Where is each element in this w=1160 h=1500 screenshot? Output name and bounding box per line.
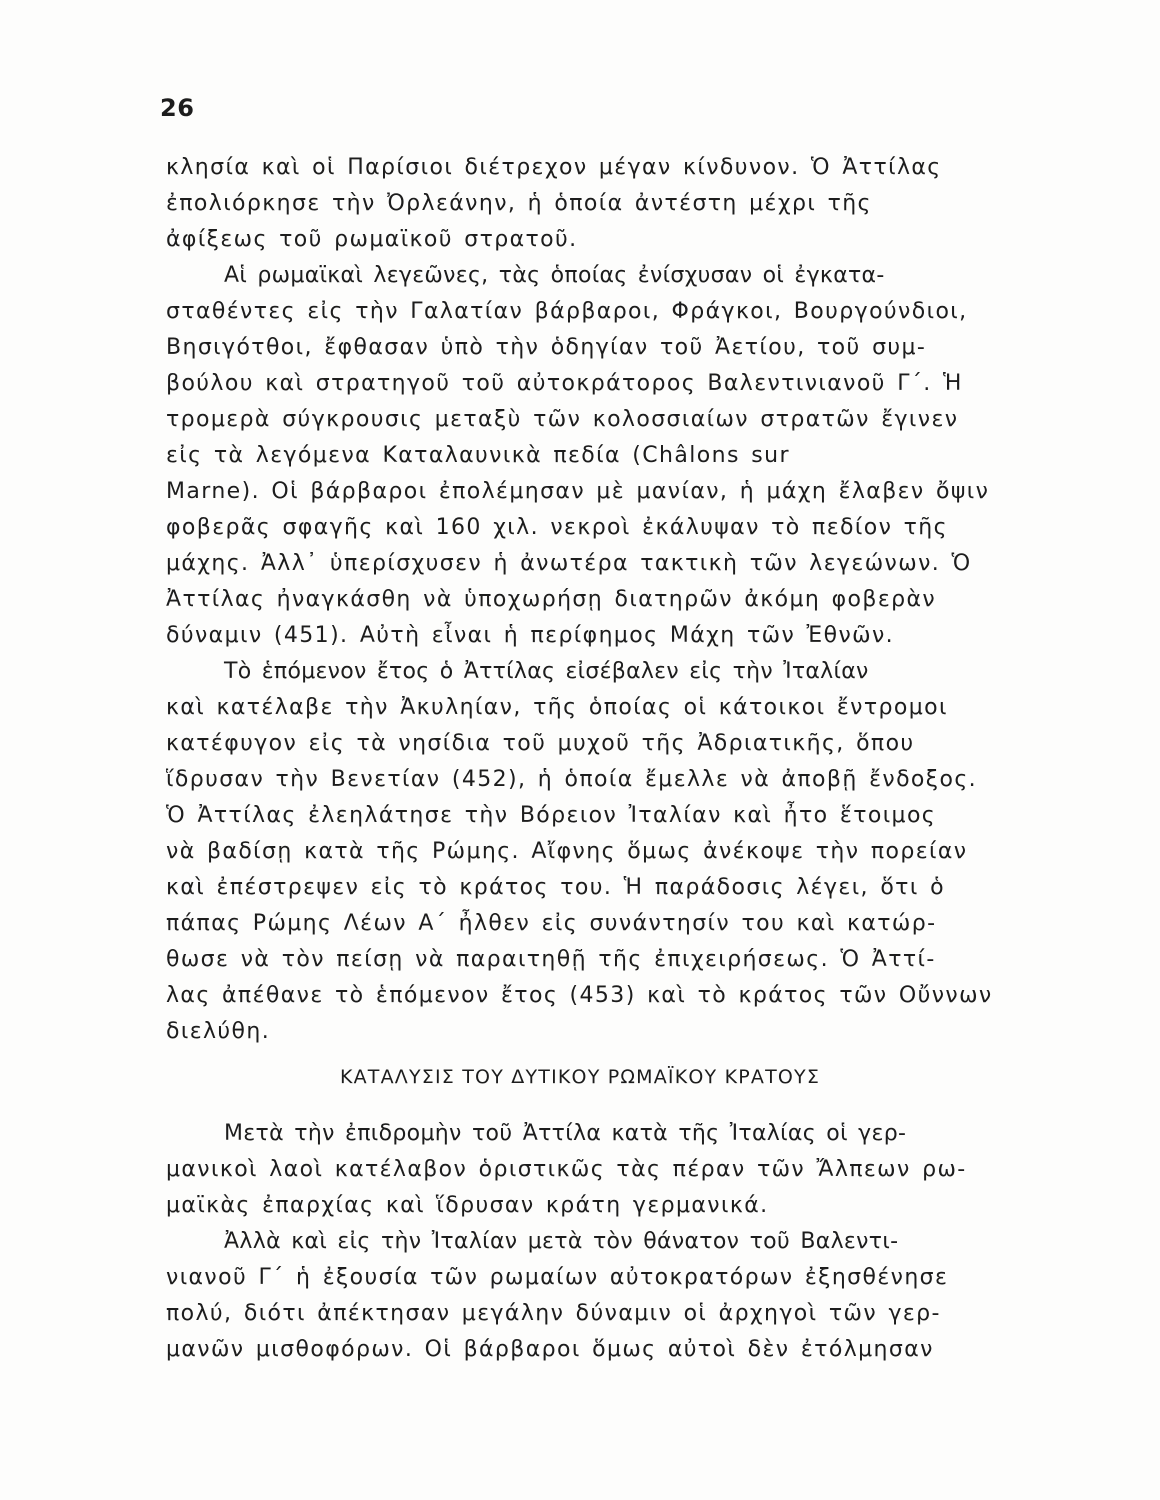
text-line: μανικοὶ λαοὶ κατέλαβον ὁριστικῶς τὰς πέραν τῶν Ἄλπεων ρω- (166, 1157, 967, 1182)
text-line: νὰ βαδίσῃ κατὰ τῆς Ρώμης. Αἴφνης ὅμως ἀνέκοψε τὴν πορείαν (166, 839, 968, 864)
text-line: δύναμιν (451). Αὐτὴ εἶναι ἡ περίφημος Μάχη τῶν Ἐθνῶν. (166, 623, 895, 648)
text-line: Μετὰ τὴν ἐπιδρομὴν τοῦ Ἀττίλα κατὰ τῆς Ἰταλίας οἱ γερ- (224, 1121, 907, 1146)
text-line: λας ἀπέθανε τὸ ἑπόμενον ἔτος (453) καὶ τὸ κράτος τῶν Οὔννων (166, 983, 993, 1008)
text-line: Ἀττίλας ἠναγκάσθη νὰ ὑποχωρήσῃ διατηρῶν ἀκόμη φοβερὰν (166, 587, 937, 612)
text-line: Marne). Οἱ βάρβαροι ἐπολέμησαν μὲ μανίαν, ἡ μάχη ἔλαβεν ὄψιν (166, 479, 990, 504)
text-line: Ὁ Ἀττίλας ἐλεηλάτησε τὴν Βόρειον Ἰταλίαν καὶ ἦτο ἕτοιμος (166, 803, 937, 828)
text-line: Βησιγότθοι, ἔφθασαν ὑπὸ τὴν ὁδηγίαν τοῦ Ἀετίου, τοῦ συμ- (166, 335, 927, 360)
text-line: εἰς τὰ λεγόμενα Καταλαυνικὰ πεδία (Châlons sur (166, 443, 790, 468)
text-line: νιανοῦ Γ΄ ἡ ἐξουσία τῶν ρωμαίων αὐτοκρατόρων ἐξησθένησε (166, 1265, 949, 1290)
text-line: σταθέντες εἰς τὴν Γαλατίαν βάρβαροι, Φράγκοι, Βουργούνδιοι, (166, 299, 968, 324)
text-line: βούλου καὶ στρατηγοῦ τοῦ αὐτοκράτορος Βαλεντινιανοῦ Γ΄. Ἡ (166, 371, 963, 396)
text-line: μανῶν μισθοφόρων. Οἱ βάρβαροι ὅμως αὐτοὶ δὲν ἐτόλμησαν (166, 1337, 934, 1362)
text-line: τρομερὰ σύγκρουσις μεταξὺ τῶν κολοσσιαίων στρατῶν ἔγινεν (166, 407, 959, 432)
text-line: πάπας Ρώμης Λέων Α΄ ἦλθεν εἰς συνάντησίν του καὶ κατώρ- (166, 911, 937, 936)
body-text-bottom (166, 1116, 1146, 1368)
text-line: καὶ ἐπέστρεψεν εἰς τὸ κράτος του. Ἡ παράδοσις λέγει, ὅτι ὁ (166, 875, 945, 900)
text-line: ἀφίξεως τοῦ ρωμαϊκοῦ στρατοῦ. (166, 227, 578, 252)
text-line: ἐπολιόρκησε τὴν Ὀρλεάνην, ἡ ὁποία ἀντέστη μέχρι τῆς (166, 191, 872, 216)
text-line: μαϊκὰς ἐπαρχίας καὶ ἵδρυσαν κράτη γερμανικά. (166, 1193, 769, 1218)
section-heading: ΚΑΤΑΛΥΣΙΣ ΤΟΥ ΔΥΤΙΚΟΥ ΡΩΜΑΪΚΟΥ ΚΡΑΤΟΥΣ (339, 1066, 821, 1088)
text-line: φοβερᾶς σφαγῆς καὶ 160 χιλ. νεκροὶ ἐκάλυψαν τὸ πεδίον τῆς (166, 515, 948, 540)
text-line: Ἀλλὰ καὶ εἰς τὴν Ἰταλίαν μετὰ τὸν θάνατον τοῦ Βαλεντι- (224, 1229, 899, 1254)
text-line: Αἱ ρωμαϊκαὶ λεγεῶνες, τὰς ὁποίας ἐνίσχυσαν οἱ ἐγκατα- (224, 263, 885, 288)
text-line: διελύθη. (166, 1019, 271, 1044)
text-line: μάχης. Ἀλλ᾽ ὑπερίσχυσεν ἡ ἀνωτέρα τακτικὴ τῶν λεγεώνων. Ὁ (166, 551, 972, 576)
page-number: 26 (160, 94, 195, 122)
text-line: κατέφυγον εἰς τὰ νησίδια τοῦ μυχοῦ τῆς Ἀδριατικῆς, ὅπου (166, 731, 915, 756)
text-line: θωσε νὰ τὸν πείσῃ νὰ παραιτηθῇ τῆς ἐπιχειρήσεως. Ὁ Ἀττί- (166, 947, 936, 972)
text-line: ἵδρυσαν τὴν Βενετίαν (452), ἡ ὁποία ἔμελλε νὰ ἀποβῇ ἔνδοξος. (166, 767, 978, 792)
text-line: πολύ, διότι ἀπέκτησαν μεγάλην δύναμιν οἱ ἀρχηγοὶ τῶν γερ- (166, 1301, 941, 1326)
body-text-top (166, 150, 1146, 1050)
text-line: Τὸ ἑπόμενον ἔτος ὁ Ἀττίλας εἰσέβαλεν εἰς τὴν Ἰταλίαν (224, 659, 869, 684)
text-line: κλησία καὶ οἱ Παρίσιοι διέτρεχον μέγαν κίνδυνον. Ὁ Ἀττίλας (166, 155, 942, 180)
text-line: καὶ κατέλαβε τὴν Ἀκυληίαν, τῆς ὁποίας οἱ κάτοικοι ἔντρομοι (166, 695, 948, 720)
